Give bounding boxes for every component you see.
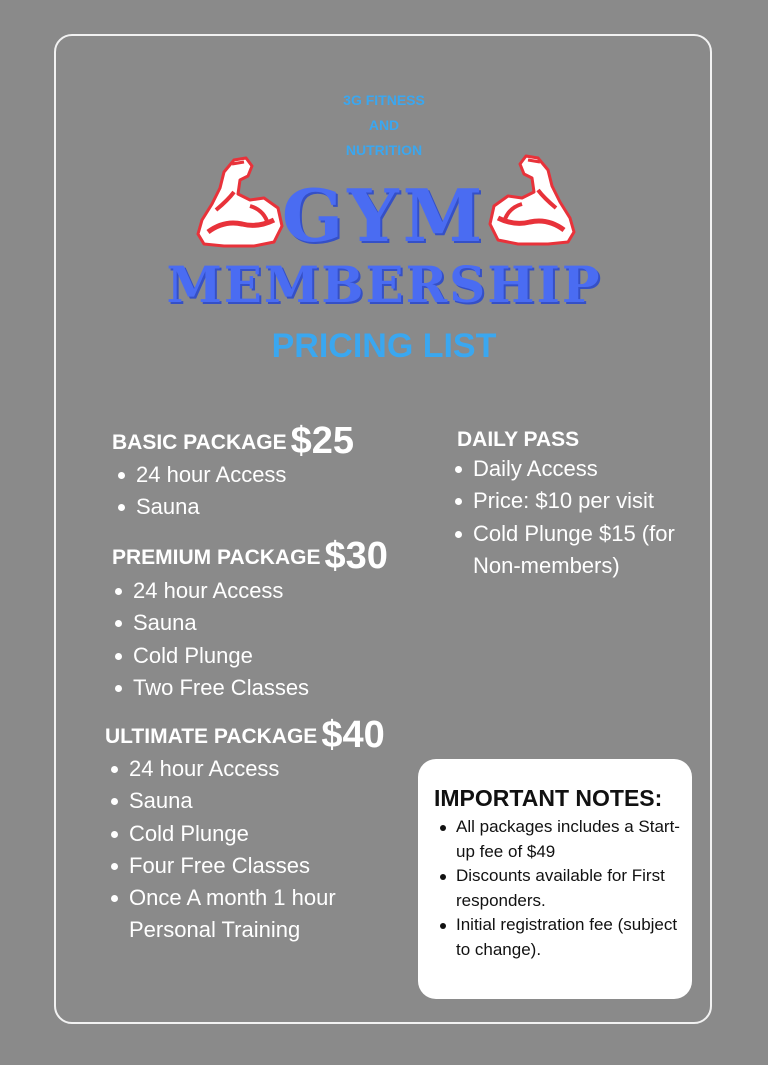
list-item: Initial registration fee (subject to change). xyxy=(438,913,688,962)
list-item: 24 hour Access xyxy=(116,459,286,491)
list-item: All packages includes a Start-up fee of $49 xyxy=(438,815,688,864)
package-name: ULTIMATE PACKAGE xyxy=(105,725,318,748)
list-item: Discounts available for First responders. xyxy=(438,864,688,913)
list-item: Cold Plunge xyxy=(113,640,309,672)
basic-package-heading xyxy=(112,420,354,463)
package-price: $30 xyxy=(324,535,388,577)
daily-pass-list xyxy=(453,453,703,582)
membership-heading: MEMBERSHIP xyxy=(166,255,602,314)
list-item: Sauna xyxy=(109,785,374,817)
brand-line-1: 3G FITNESS xyxy=(343,92,425,108)
list-item: Two Free Classes xyxy=(113,672,309,704)
list-item: Cold Plunge $15 (for Non-members) xyxy=(453,518,703,583)
important-notes-box xyxy=(418,759,692,999)
package-name: BASIC PACKAGE xyxy=(112,431,287,454)
basic-package-list xyxy=(116,459,286,524)
premium-package-list xyxy=(113,575,309,704)
list-item: Cold Plunge xyxy=(109,818,374,850)
list-item: Daily Access xyxy=(453,453,703,485)
notes-title: IMPORTANT NOTES: xyxy=(434,785,663,811)
list-item: Four Free Classes xyxy=(109,850,374,882)
ultimate-package-list xyxy=(109,753,374,947)
gym-heading: GYM xyxy=(281,173,487,258)
list-item: Once A month 1 hour Personal Training xyxy=(109,882,374,947)
ultimate-package-heading xyxy=(105,714,385,757)
daily-pass-heading: DAILY PASS xyxy=(457,428,580,451)
list-item: Sauna xyxy=(113,607,309,639)
list-item: Sauna xyxy=(116,491,286,523)
list-item: Price: $10 per visit xyxy=(453,485,703,517)
brand-line-3: NUTRITION xyxy=(345,142,423,158)
brand-name xyxy=(0,88,768,163)
notes-list xyxy=(438,815,688,962)
list-item: 24 hour Access xyxy=(113,575,309,607)
package-name: PREMIUM PACKAGE xyxy=(112,546,321,569)
package-price: $40 xyxy=(321,714,385,756)
brand-line-2: AND xyxy=(368,117,400,133)
list-item: 24 hour Access xyxy=(109,753,374,785)
premium-package-heading xyxy=(112,535,388,578)
package-price: $25 xyxy=(290,420,355,462)
pricing-list-subtitle: PRICING LIST xyxy=(271,327,497,365)
